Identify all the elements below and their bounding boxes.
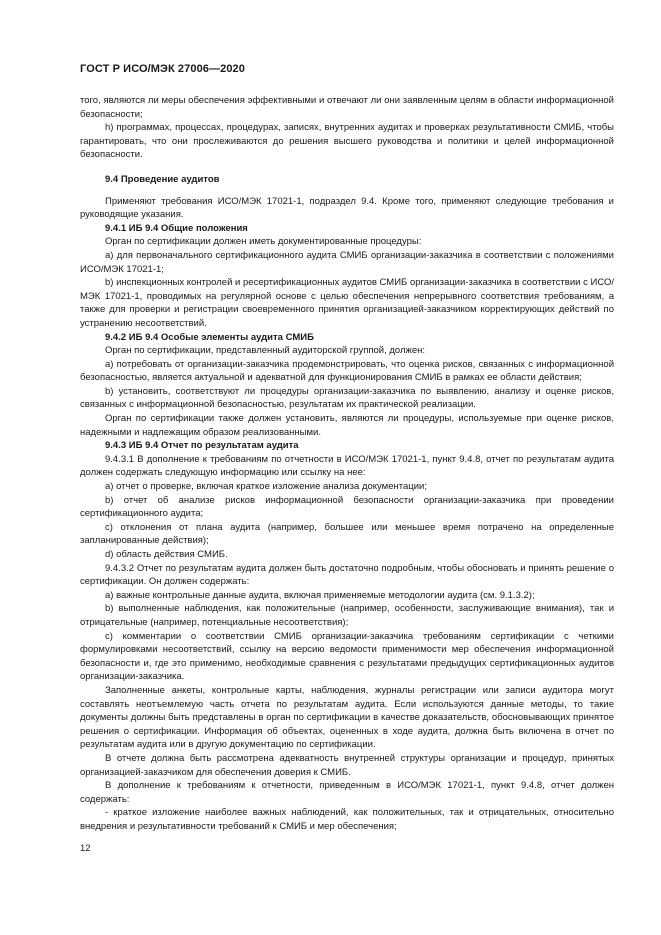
section-heading: 9.4.1 ИБ 9.4 Общие положения <box>105 222 248 234</box>
paragraph: b) отчет об анализе рисков информационной безопасности организации-заказчика при проведении сертификационного аудита; <box>80 494 614 520</box>
paragraph: c) отклонения от плана аудита (например, большее или меньшее время потрачено на определенные запланированные действия); <box>80 521 614 547</box>
paragraph: Орган по сертификации также должен установить, являются ли процедуры, используемые при оценке рисков, надежными и надлежащим образом реализованными. <box>80 413 614 438</box>
paragraph: b) выполненные наблюдения, как положительные (например, особенности, заслуживающие внимания), так и отрицательные (например, потенциальные несоответствия); <box>80 603 614 628</box>
paragraph: d) область действия СМИБ. <box>105 549 228 560</box>
paragraph: В дополнение к требованиям к отчетности, приведенным в ИСО/МЭК 17021-1, пункт 9.4.8, отчет должен содержать: <box>80 780 614 805</box>
paragraph: - краткое изложение наиболее важных наблюдений, как положительных, так и отрицательных, относительно внедрения и результативности требований к СМИБ и мер обеспечения; <box>80 807 614 832</box>
document-header: ГОСТ Р ИСО/МЭК 27006—2020 <box>80 63 245 75</box>
paragraph: b) инспекционных контролей и ресертификационных аудитов СМИБ организации-заказчика в соответствии с ИСО/МЭК 17021-1, проводимых на регулярной основе с целью обеспечения непрерывного соответствия требованиям, а также для проверки и регистрации своевременного принятия организацией-заказчиком корректирующих действий по устранению несоответствий. <box>80 277 614 329</box>
paragraph: В отчете должна быть рассмотрена адекватность внутренней структуры организации и процедур, принятых организацией-заказчиком для обеспечения доверия к СМИБ. <box>80 752 614 778</box>
paragraph: того, являются ли меры обеспечения эффективными и отвечают ли они заявленным целям в области информационной безопасности; <box>80 95 614 120</box>
section-heading: 9.4 Проведение аудитов <box>105 173 220 185</box>
paragraph: a) отчет о проверке, включая краткое изложение анализа документации; <box>105 481 427 493</box>
paragraph: c) комментарии о соответствии СМИБ организации-заказчика требованиям сертификации с четкими формулировками несоответствий, ссылку на версию ведомости применимости мер обеспечения информационной безопасности и, где это применимо, необходимые сравнения с результатами предыдущих сертификационных аудитов организации-заказчика. <box>80 630 614 683</box>
paragraph: Заполненные анкеты, контрольные карты, наблюдения, журналы регистрации или записи аудитора могут составлять неотъемлемую часть отчета по результатам аудита. Если используются данные методы, то такие документы должны быть представлены в орган по сертификации в качестве доказательств, обосновывающих принятое решения о сертификации. Информация об объектах, оцененных в ходе аудита, должна быть включена в отчет по результатам аудита или в другую документацию по сертификации. <box>80 684 614 751</box>
page-number: 12 <box>80 843 91 854</box>
paragraph: a) потребовать от организации-заказчика продемонстрировать, что оценка рисков, связанных с информационной безопасностью, является актуальной и адекватной для функционирования СМИБ в рамках ее области действия; <box>80 358 614 384</box>
paragraph: a) для первоначального сертификационного аудита СМИБ организации-заказчика в соответствии с положениями ИСО/МЭК 17021-1; <box>80 249 614 275</box>
paragraph: Орган по сертификации должен иметь документированные процедуры: <box>105 236 422 248</box>
paragraph: Орган по сертификации, представленный аудиторской группой, должен: <box>105 345 426 357</box>
section-heading: 9.4.3 ИБ 9.4 Отчет по результатам аудита <box>105 440 299 452</box>
paragraph: 9.4.3.1 В дополнение к требованиям по отчетности в ИСО/МЭК 17021-1, пункт 9.4.8, отчет по результатам аудита должен содержать следующую информацию или ссылку на нее: <box>80 453 614 479</box>
section-heading: 9.4.2 ИБ 9.4 Особые элементы аудита СМИБ <box>105 331 314 343</box>
document-body <box>80 94 614 833</box>
paragraph: b) установить, соответствуют ли процедуры организации-заказчика по выявлению, анализу и оценке рисков, связанных с информационной безопасностью, результатам их практической реализации. <box>80 385 614 411</box>
paragraph: a) важные контрольные данные аудита, включая применяемые методологии аудита (см. 9.1.3.2); <box>105 589 535 601</box>
paragraph: h) программах, процессах, процедурах, записях, внутренних аудитах и проверках результативности СМИБ, чтобы гарантировать, что они прослеживаются до решения высшего руководства и политики и целей информационной безопасности. <box>80 122 614 161</box>
paragraph: 9.4.3.2 Отчет по результатам аудита должен быть достаточно подробным, чтобы обосновать и принять решение о сертификации. Он должен содержать: <box>80 562 614 588</box>
paragraph: Применяют требования ИСО/МЭК 17021-1, подраздел 9.4. Кроме того, применяют следующие требования и руководящие указания. <box>80 195 614 221</box>
